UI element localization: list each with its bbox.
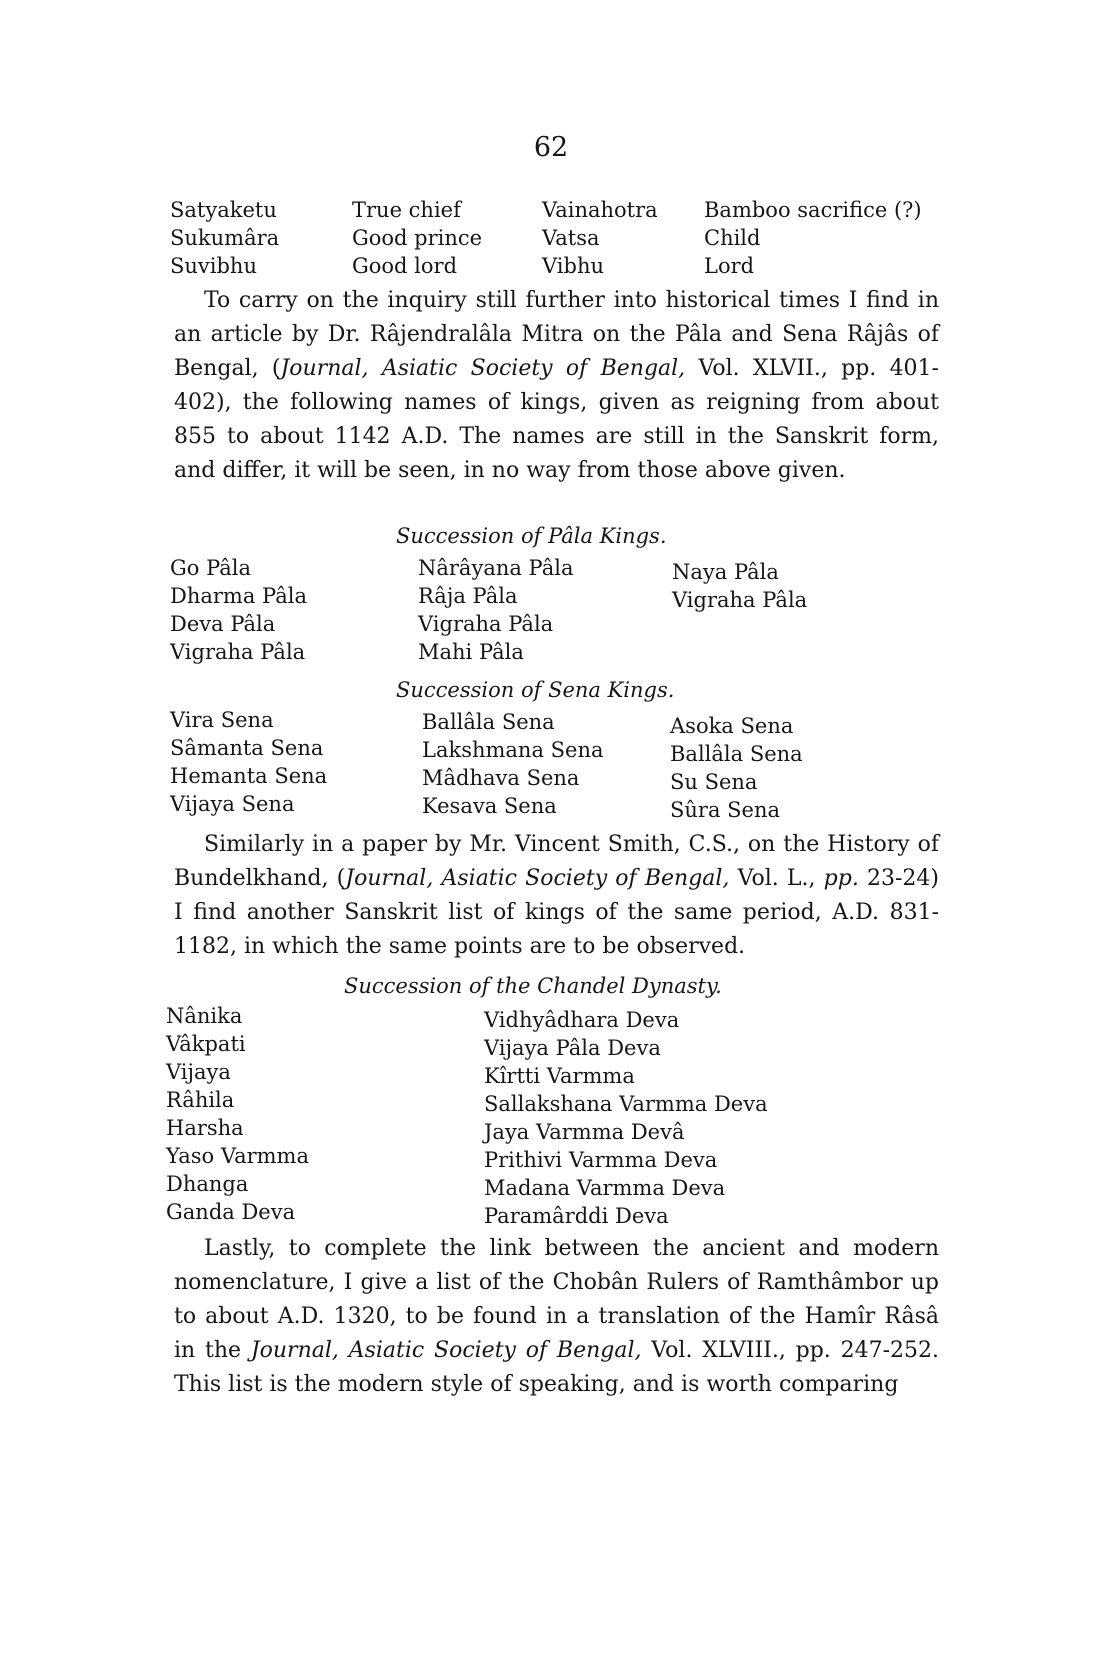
list-item: Lakshmana Sena — [422, 738, 604, 762]
text: Vol. XLVIII., pp. 247-252. This list is the modern style of speaking, and is worth comparing — [174, 1338, 939, 1397]
paragraph-pala-sena — [174, 284, 939, 488]
pala-heading: Succession of Pâla Kings. — [396, 524, 667, 548]
list-item: Ganda Deva — [166, 1200, 296, 1224]
paragraph-choban — [174, 1232, 939, 1402]
table-cell: Child — [704, 226, 761, 250]
list-item: Râja Pâla — [418, 584, 518, 608]
text: Similarly in a paper by Mr. Vincent Smith, C.S., on the History of Bundelkhand, ( — [174, 832, 939, 891]
pala-list-col2 — [418, 554, 574, 666]
list-item: Vigraha Pâla — [672, 588, 808, 612]
table-col-meaning2 — [704, 196, 922, 280]
text: The names are still in the Sanskrit form, and differ, it will be seen, in no way from those above given. — [174, 424, 939, 483]
pala-list-col1 — [170, 554, 307, 666]
list-item: Prithivi Varmma Deva — [484, 1148, 718, 1172]
page-number: 62 — [533, 132, 569, 163]
table-cell: Good prince — [352, 226, 483, 250]
list-item: Ballâla Sena — [670, 742, 803, 766]
list-item: Sûra Sena — [670, 798, 781, 822]
text: To carry on the inquiry still further into historical times I find in an article by Dr. Râjendralâla Mitra on the Pâla and Sena Râjâs of Bengal, ( — [174, 288, 939, 381]
text: Vol. L., — [729, 866, 824, 891]
text: Vol. XLVII., pp. 401-402), the following names of kings, given as reigning from about 855 to about 1142 — [174, 356, 939, 449]
text: 1320, to be found in a translation of the Hamîr Râsâ in the — [174, 1304, 939, 1363]
text: 831-1182, in which the same points are to be observed. — [174, 900, 940, 959]
table-col-name — [170, 196, 279, 280]
list-item: Go Pâla — [170, 556, 252, 580]
table-cell: Suvibhu — [170, 254, 257, 278]
list-item: Vidhyâdhara Deva — [484, 1008, 680, 1032]
journal-title: Journal, Asiatic Society of Bengal, — [280, 356, 686, 381]
table-cell: Satyaketu — [170, 198, 277, 222]
list-item: Yaso Varmma — [166, 1144, 309, 1168]
list-item: Hemanta Sena — [170, 764, 328, 788]
list-item: Ballâla Sena — [422, 710, 555, 734]
sena-list-col2 — [422, 708, 604, 820]
era-abbrev: A.D. — [832, 900, 880, 925]
chandel-heading: Succession of the Chandel Dynasty. — [344, 974, 722, 998]
list-item: Dharma Pâla — [170, 584, 307, 608]
list-item: Vigraha Pâla — [170, 640, 306, 664]
list-item: Paramârddi Deva — [484, 1204, 669, 1228]
pages-abbrev: pp. — [823, 866, 859, 891]
list-item: Nânika — [166, 1004, 243, 1028]
list-item: Naya Pâla — [672, 560, 779, 584]
list-item: Asoka Sena — [670, 714, 794, 738]
list-item: Vira Sena — [170, 708, 274, 732]
journal-title: Journal, Asiatic Society of Bengal, — [345, 866, 730, 891]
list-item: Vigraha Pâla — [418, 612, 554, 636]
table-cell: True chief — [352, 198, 461, 222]
list-item: Mahi Pâla — [418, 640, 524, 664]
table-cell: Bamboo sacrifice (?) — [704, 198, 922, 222]
sena-list-col1 — [170, 706, 327, 818]
table-col-meaning — [352, 196, 482, 280]
text: Lastly, to complete the link between the ancient and modern nomenclature, I give a list of the Chobân Rulers of Ramthâmbor up to about — [174, 1236, 939, 1329]
list-item: Jaya Varmma Devâ — [484, 1120, 685, 1144]
era-abbrev: A.D. — [277, 1304, 325, 1329]
list-item: Sallakshana Varmma Deva — [484, 1092, 768, 1116]
sena-heading: Succession of Sena Kings. — [396, 678, 675, 702]
list-item: Madana Varmma Deva — [484, 1176, 726, 1200]
journal-title: Journal, Asiatic Society of Bengal, — [250, 1338, 642, 1363]
sena-list-col3 — [670, 712, 803, 824]
era-abbrev: A.D. — [401, 424, 449, 449]
table-col-name2 — [542, 196, 658, 280]
list-item: Kesava Sena — [422, 794, 557, 818]
paragraph-bundelkhand — [174, 828, 939, 964]
list-item: Harsha — [166, 1116, 244, 1140]
table-cell: Vainahotra — [542, 198, 658, 222]
list-item: Nârâyana Pâla — [418, 556, 574, 580]
text: 23-24) I find another Sanskrit list of kings of the same period, — [174, 866, 940, 925]
list-item: Vijaya — [166, 1060, 231, 1084]
list-item: Sâmanta Sena — [170, 736, 324, 760]
list-item: Vijaya Sena — [170, 792, 295, 816]
list-item: Dhanga — [166, 1172, 249, 1196]
list-item: Kîrtti Varmma — [484, 1064, 635, 1088]
list-item: Mâdhava Sena — [422, 766, 580, 790]
chandel-list-col2 — [484, 1006, 768, 1230]
table-cell: Vibhu — [542, 254, 605, 278]
list-item: Vijaya Pâla Deva — [484, 1036, 661, 1060]
chandel-list-col1 — [166, 1002, 309, 1226]
list-item: Vâkpati — [166, 1032, 246, 1056]
table-cell: Good lord — [352, 254, 458, 278]
list-item: Deva Pâla — [170, 612, 276, 636]
list-item: Su Sena — [670, 770, 758, 794]
table-cell: Sukumâra — [170, 226, 280, 250]
list-item: Râhila — [166, 1088, 235, 1112]
table-cell: Lord — [704, 254, 755, 278]
pala-list-col3 — [672, 558, 807, 614]
table-cell: Vatsa — [542, 226, 600, 250]
